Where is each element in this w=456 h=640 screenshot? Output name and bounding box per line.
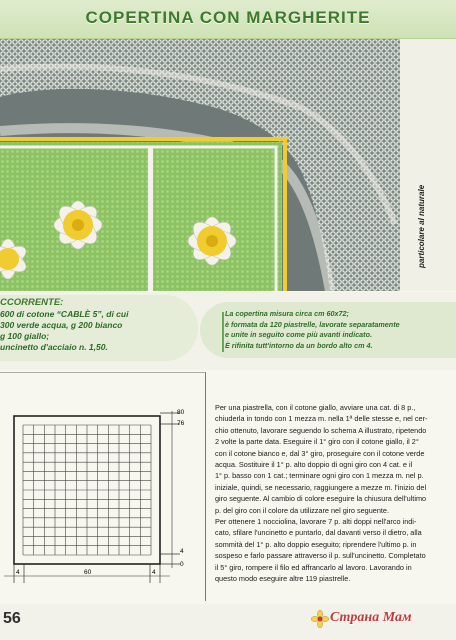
materials-line: 300 verde acqua, g 200 bianco: [0, 320, 123, 330]
instructions-line: giro seguente. Al cambio di colore eseguire la chiusura dell'ultimo: [215, 494, 427, 504]
chart-label-x: 60: [84, 569, 92, 576]
layout-chart-graphic: [0, 373, 205, 601]
instructions-line: 2 volte la parte data. Eseguire il 1° giro con il cotone giallo, il 2°: [215, 437, 419, 447]
description-line: È rifinita tutt'intorno da un bordo alto cm 4.: [225, 340, 373, 350]
instructions-line: cato, sfilare l'uncinetto e puntarlo, dal davanti verso il dietro, alla: [215, 528, 422, 538]
instructions-line: sommità del 1° p. alto doppio eseguito; riprendere l'ultimo p. in: [215, 539, 417, 549]
instructions-line: con il cotone bianco e, dal 3° giro, proseguire con il cotone verde: [215, 448, 425, 458]
materials-line: uncinetto d'acciaio n. 1,50.: [0, 342, 108, 352]
instructions-line: sospeso e farlo passare attraverso il p. sull'uncinetto. Completato: [215, 551, 426, 561]
chart-label-x: 4: [152, 569, 156, 576]
photo-caption: particolare al naturale: [417, 184, 426, 268]
instructions-line: questo modo eseguire altre 119 piastrelle.: [215, 574, 351, 584]
crochet-photo: [0, 39, 400, 291]
instructions-line: iniziale, quindi, se necessario, raggiungere a mezze m. l'inizio del: [215, 482, 427, 492]
chart-label-x: 4: [16, 569, 20, 576]
instructions-line: p. del giro con il colore da utilizzare nel giro seguente.: [215, 505, 390, 515]
description-line: e unite in seguito come più avanti indicato.: [225, 330, 372, 339]
description: [225, 309, 455, 351]
instructions-line: Per ottenere 1 nocciolina, lavorare 7 p. alti doppi nell'arco indi-: [215, 517, 417, 527]
description-line: La copertina misura circa cm 60x72;: [225, 309, 349, 318]
page-title: COPERTINA CON MARGHERITE: [85, 8, 371, 27]
instructions-line: chio ottenuto, lavorare seguendo lo schema A illustrato, ripetendo: [215, 425, 427, 435]
instructions-line: Per una piastrella, con il cotone giallo, avviare una cat. di 8 p.,: [215, 403, 416, 412]
chart-label-top: 80: [177, 409, 185, 416]
layout-chart: [0, 372, 206, 601]
instructions-line: il 5° giro, rompere il filo ed affrancarlo al lavoro. Lavorando in: [215, 562, 412, 572]
watermark: Страна Мам: [330, 610, 412, 625]
materials-line: 600 di cotone “CABLÈ 5”, di cui: [0, 309, 129, 319]
chart-grid: [23, 425, 151, 555]
crochet-photo-illustration: [0, 39, 400, 291]
chart-label-top: 76: [177, 420, 185, 427]
materials-list: [0, 297, 190, 353]
chart-label-bottom: 4: [180, 548, 184, 555]
chart-label-bottom: 0: [180, 561, 184, 568]
instructions-text: [215, 402, 449, 585]
page-number: 56: [3, 610, 21, 627]
photo-caption-panel: [400, 39, 456, 291]
instructions-line: 1° p. basso con 1 cat.; terminare ogni giro con 1 mezza m. nel p.: [215, 471, 424, 481]
description-line: è formata da 120 piastrelle, lavorate separatamente: [225, 319, 400, 329]
watermark-flower-icon: [311, 610, 329, 628]
description-divider: [222, 312, 224, 352]
materials-line: g 100 giallo;: [0, 331, 50, 341]
instructions-line: acqua. Sostituire il 1° p. alto doppio di ogni giro con 4 cat. e il: [215, 460, 413, 470]
materials-heading: CCORRENTE:: [0, 297, 64, 308]
instructions-line: chiuderla in tondo con 1 mezza m. nella 1ª delle stesse e, nel cer-: [215, 414, 428, 424]
